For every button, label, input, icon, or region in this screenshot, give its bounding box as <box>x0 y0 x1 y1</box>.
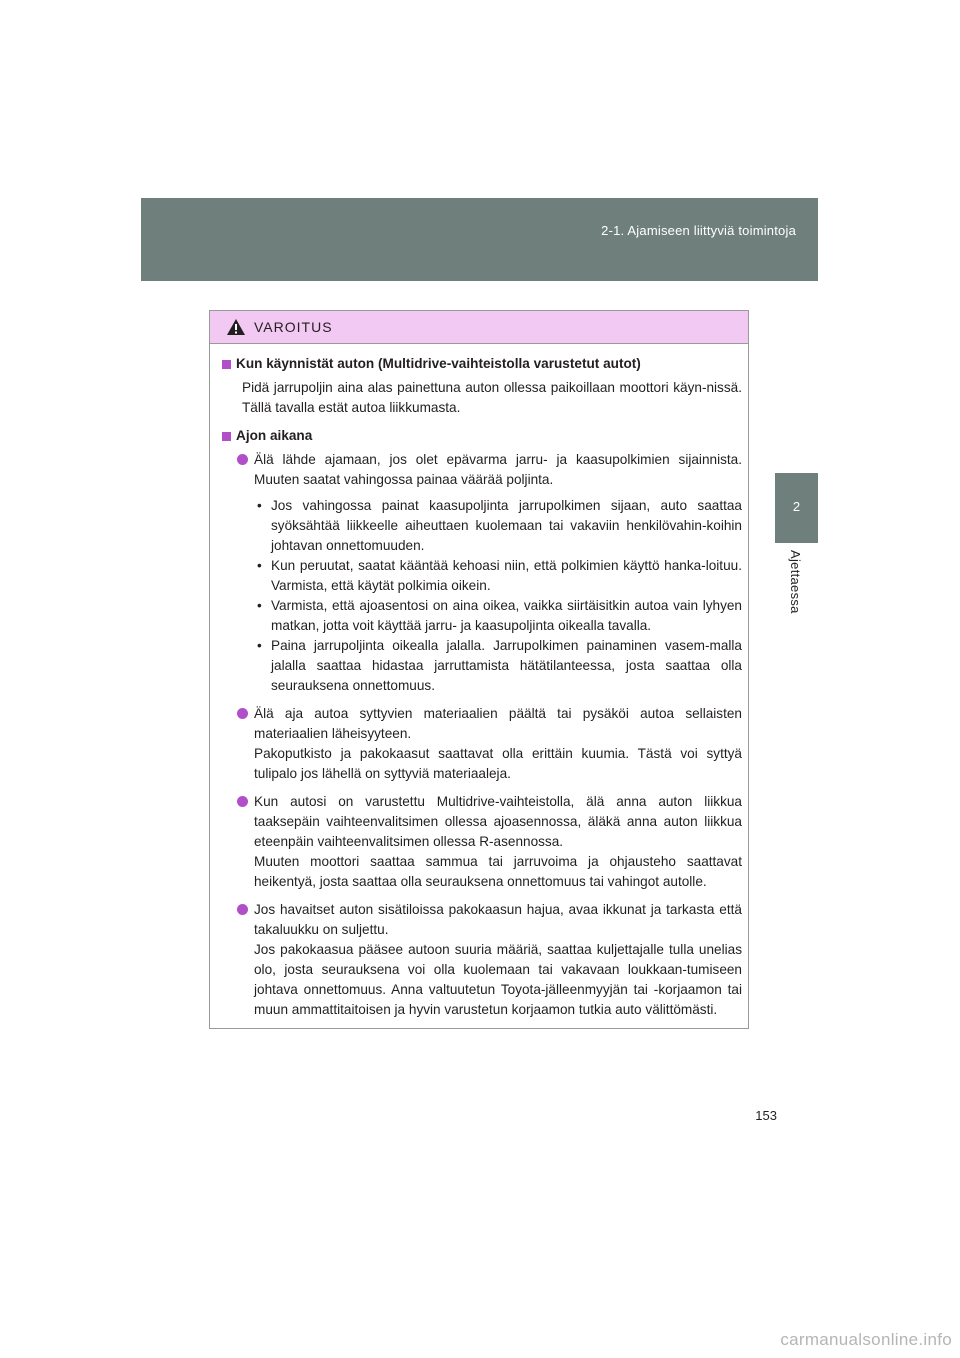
warning-body <box>210 344 748 1020</box>
round-bullet-icon <box>237 796 248 807</box>
bullet-extra-text: Muuten moottori saattaa sammua tai jarruvoima ja ohjausteho saattavat heikentyä, josta saattaa olla seurauksena onnettomuus tai vahingot autolle. <box>254 854 742 889</box>
warning-box <box>209 310 749 1029</box>
sub-list <box>254 496 742 696</box>
chapter-header-band <box>141 198 818 281</box>
sub-list-item: • Paina jarrupoljinta oikealla jalalla. Jarrupolkimen painaminen vasem-malla jalalla saattaa hidastaa jarruttamista hätätilanteessa, josta saattaa olla seurauksena onnettomuus. <box>254 636 742 696</box>
section-heading <box>222 426 742 446</box>
round-bullet-icon <box>237 708 248 719</box>
bullet-text: Älä aja autoa syttyvien materiaalien päältä tai pysäköi autoa sellaisten materiaalien läheisyyteen. <box>254 706 742 741</box>
sub-list-item: • Kun peruutat, saatat kääntää kehoasi niin, että polkimien käyttö hanka-loituu. Varmista, että käytät polkimia oikein. <box>254 556 742 596</box>
section-heading-text: Ajon aikana <box>236 428 313 443</box>
square-bullet-icon <box>222 360 231 369</box>
bullet-extra-text: Jos pakokaasua pääsee autoon suuria määriä, saattaa kuljettajalle tulla unelias olo, josta seurauksena voi olla kuolemaan tai vakavaan loukkaan-tumiseen johtava onnettomuus. Anna valtuutetun Toyota-jälleenmyyjän tai -korjaamon tai muun ammattitaitoisen ja hyvin varustetun korjaamon tutkia auto välittömästi. <box>254 942 742 1017</box>
bullet-item <box>222 792 742 892</box>
warning-triangle-icon <box>226 318 246 336</box>
bullet-text: Älä lähde ajamaan, jos olet epävarma jarru- ja kaasupolkimien sijainnista. Muuten saatat vahingossa painaa väärää poljinta. <box>254 452 742 487</box>
sub-list-item: • Varmista, että ajoasentosi on aina oikea, vaikka siirtäisitkin autoa vain lyhyen matkan, jotta voit käyttää jarru- ja kaasupoljinta oikealla tavalla. <box>254 596 742 636</box>
bullet-item <box>222 704 742 784</box>
bullet-text: Kun autosi on varustettu Multidrive-vaihteistolla, älä anna auton liikkua taaksepäin vaihteenvalitsimen ollessa ajoasennossa, äläkä anna auton liikkua eteenpäin vaihteenvalitsimen ollessa R-asennossa. <box>254 794 742 849</box>
bullet-text: Jos havaitset auton sisätiloissa pakokaasun hajua, avaa ikkunat ja tarkasta että takaluukku on suljettu. <box>254 902 742 937</box>
warning-title: VAROITUS <box>254 319 333 335</box>
chapter-tab <box>775 473 818 543</box>
bullet-item <box>222 450 742 696</box>
chapter-number: 2 <box>792 499 801 514</box>
section-heading <box>222 354 742 374</box>
round-bullet-icon <box>237 904 248 915</box>
page-number: 153 <box>755 1108 777 1123</box>
bullet-item <box>222 900 742 1020</box>
chapter-label: Ajettaessa <box>788 550 803 614</box>
sub-list-item: • Jos vahingossa painat kaasupoljinta jarrupolkimen sijaan, auto saattaa syöksähtää liikkeelle aiheuttaen kuolemaan tai vakaviin henkilövahin-koihin johtavan onnettomuuden. <box>254 496 742 556</box>
section-heading-text: Kun käynnistät auton (Multidrive-vaihteistolla varustetut autot) <box>236 356 641 371</box>
paragraph: Pidä jarrupoljin aina alas painettuna auton ollessa paikoillaan moottori käyn-nissä. Tällä tavalla estät autoa liikkumasta. <box>242 380 742 415</box>
section-title: 2-1. Ajamiseen liittyviä toimintoja <box>601 223 796 238</box>
bullet-extra-text: Pakoputkisto ja pakokaasut saattavat olla erittäin kuumia. Tästä voi syttyä tulipalo jos lähellä on syttyviä materiaaleja. <box>254 746 742 781</box>
square-bullet-icon <box>222 432 231 441</box>
watermark: carmanualsonline.info <box>780 1330 952 1349</box>
warning-header <box>210 311 748 344</box>
round-bullet-icon <box>237 454 248 465</box>
